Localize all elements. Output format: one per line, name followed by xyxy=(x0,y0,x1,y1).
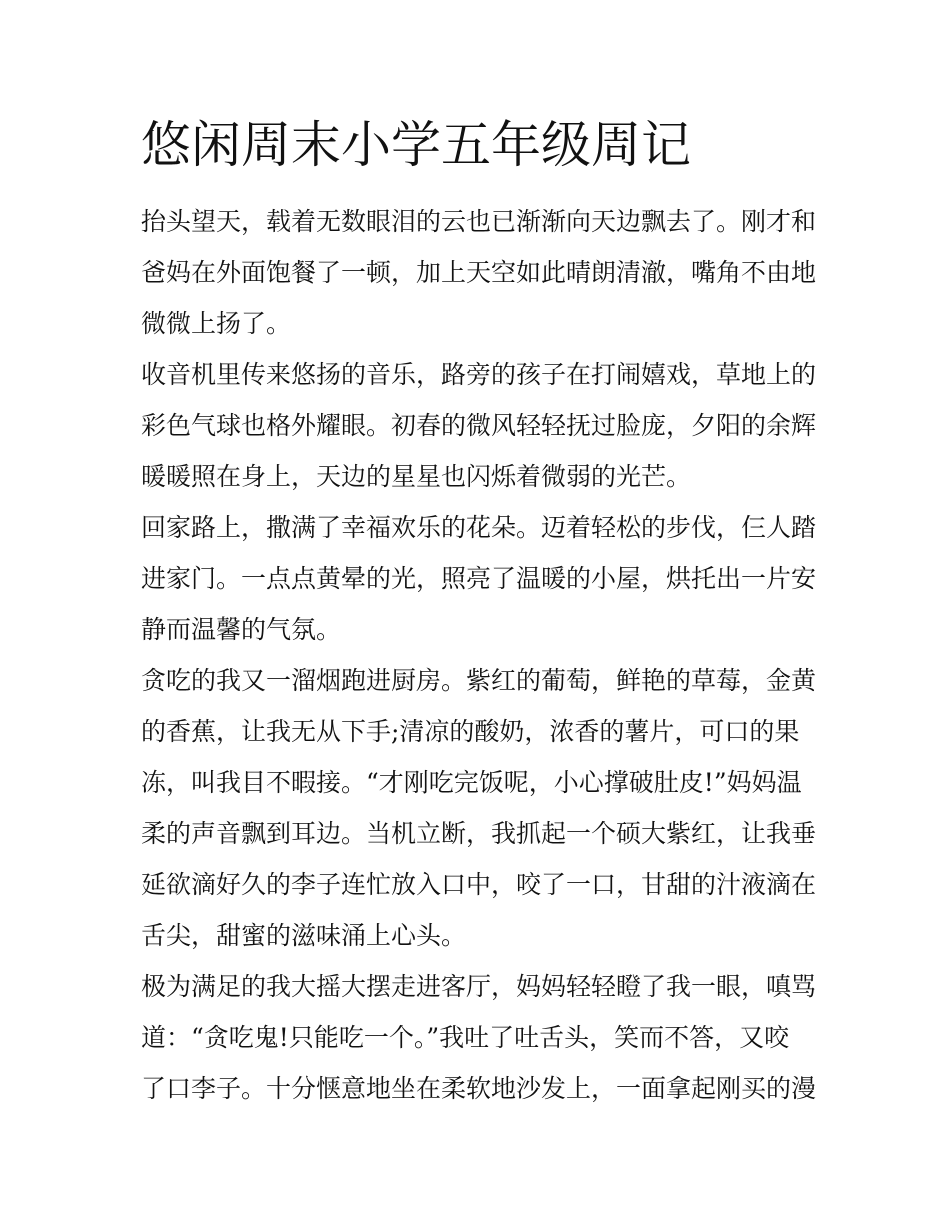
text-line: 彩色气球也格外耀眼。初春的微风轻轻抚过脸庞，夕阳的余辉 xyxy=(141,411,817,440)
text-line: 爸妈在外面饱餐了一顿，加上天空如此晴朗清澈，嘴角不由地 xyxy=(141,258,817,287)
text-line: 延欲滴好久的李子连忙放入口中，咬了一口，甘甜的汁液滴在 xyxy=(141,870,817,899)
text-line: 微微上扬了。 xyxy=(141,309,292,338)
text-line: 极为满足的我大摇大摆走进客厅，妈妈轻轻瞪了我一眼，嗔骂 xyxy=(141,972,817,1001)
text-line: 静而温馨的气氛。 xyxy=(141,615,342,644)
text-line: 舌尖，甜蜜的滋味涌上心头。 xyxy=(141,921,467,950)
text-line: 了口李子。十分惬意地坐在柔软地沙发上，一面拿起刚买的漫 xyxy=(141,1074,817,1103)
text-line: 柔的声音飘到耳边。当机立断，我抓起一个硕大紫红，让我垂 xyxy=(141,819,817,848)
text-line: 道：“贪吃鬼!只能吃一个。”我吐了吐舌头，笑而不答，又咬 xyxy=(141,1023,790,1052)
text-line: 贪吃的我又一溜烟跑进厨房。紫红的葡萄，鲜艳的草莓，金黄 xyxy=(141,666,817,695)
text-line: 收音机里传来悠扬的音乐，路旁的孩子在打闹嬉戏，草地上的 xyxy=(141,360,817,389)
text-line: 回家路上，撒满了幸福欢乐的花朵。迈着轻松的步伐，仨人踏 xyxy=(141,513,817,542)
text-line: 进家门。一点点黄晕的光，照亮了温暖的小屋，烘托出一片安 xyxy=(141,564,817,593)
document-title: 悠闲周末小学五年级周记 xyxy=(141,116,691,174)
text-line: 的香蕉，让我无从下手;清凉的酸奶，浓香的薯片，可口的果 xyxy=(141,717,800,746)
text-line: 冻，叫我目不暇接。“才刚吃完饭呢，小心撑破肚皮!”妈妈温 xyxy=(141,768,802,797)
text-line: 暖暖照在身上，天边的星星也闪烁着微弱的光芒。 xyxy=(141,462,692,491)
text-line: 抬头望天，载着无数眼泪的云也已渐渐向天边飘去了。刚才和 xyxy=(141,207,817,236)
document-body xyxy=(141,196,821,1114)
